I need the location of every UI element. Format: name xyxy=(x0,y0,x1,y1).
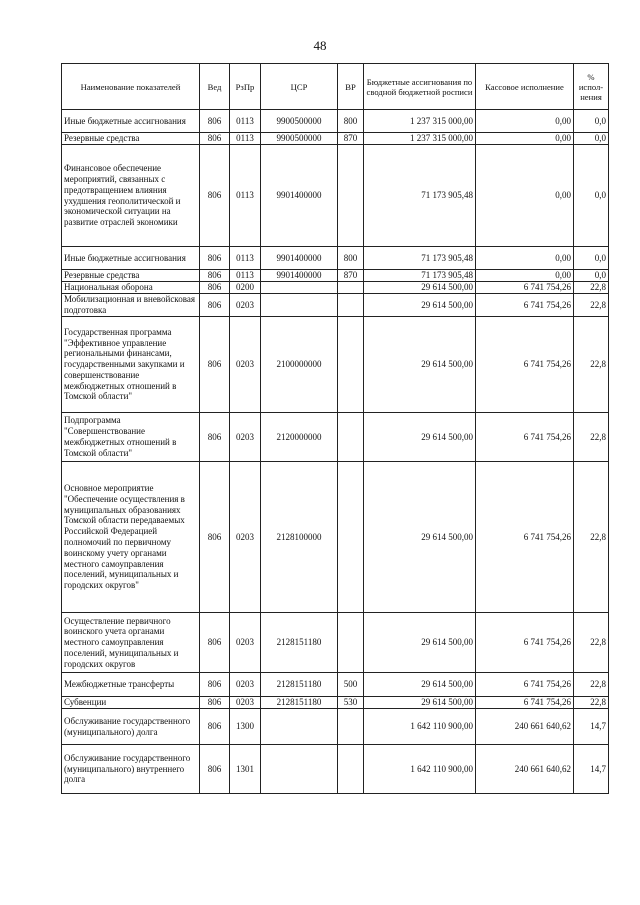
cell-cash: 240 661 640,62 xyxy=(476,745,574,794)
cell-name: Основное мероприятие "Обеспечение осуществления в муниципальных образованиях Томской области передаваемых Российской Федерацией полномочий по первичному воинскому учету органами местного самоуправления поселений, муниципальных и городских округов" xyxy=(62,462,200,613)
cell-cash: 6 741 754,26 xyxy=(476,317,574,413)
cell-vr xyxy=(338,613,364,673)
header-name: Наименование показателей xyxy=(62,64,200,110)
header-cash: Кассовое исполнение xyxy=(476,64,574,110)
cell-rzpr: 0203 xyxy=(230,613,261,673)
cell-csr: 9901400000 xyxy=(261,145,338,247)
table-row xyxy=(62,709,609,745)
cell-ved: 806 xyxy=(200,317,230,413)
cell-plan: 1 237 315 000,00 xyxy=(364,133,476,145)
cell-cash: 6 741 754,26 xyxy=(476,413,574,462)
cell-pct: 14,7 xyxy=(574,745,609,794)
header-pct: % испол-нения xyxy=(574,64,609,110)
cell-ved: 806 xyxy=(200,270,230,282)
cell-rzpr: 0200 xyxy=(230,282,261,294)
table-row xyxy=(62,745,609,794)
cell-name: Иные бюджетные ассигнования xyxy=(62,247,200,270)
cell-name: Мобилизационная и вневойсковая подготовка xyxy=(62,294,200,317)
cell-ved: 806 xyxy=(200,613,230,673)
cell-csr: 2120000000 xyxy=(261,413,338,462)
table-row xyxy=(62,462,609,613)
header-csr: ЦСР xyxy=(261,64,338,110)
cell-csr xyxy=(261,745,338,794)
cell-ved: 806 xyxy=(200,697,230,709)
cell-pct: 22,8 xyxy=(574,697,609,709)
cell-rzpr: 0203 xyxy=(230,294,261,317)
cell-vr: 870 xyxy=(338,133,364,145)
cell-plan: 1 642 110 900,00 xyxy=(364,709,476,745)
cell-pct: 0,0 xyxy=(574,247,609,270)
table-row xyxy=(62,413,609,462)
cell-plan: 71 173 905,48 xyxy=(364,145,476,247)
cell-pct: 22,8 xyxy=(574,462,609,613)
cell-vr xyxy=(338,745,364,794)
cell-name: Резервные средства xyxy=(62,133,200,145)
cell-pct: 22,8 xyxy=(574,294,609,317)
cell-ved: 806 xyxy=(200,294,230,317)
cell-pct: 0,0 xyxy=(574,145,609,247)
header-plan: Бюджетные ассигнования по сводной бюджетной росписи xyxy=(364,64,476,110)
cell-cash: 0,00 xyxy=(476,145,574,247)
table-row xyxy=(62,673,609,697)
cell-rzpr: 1300 xyxy=(230,709,261,745)
cell-pct: 0,0 xyxy=(574,110,609,133)
table-row xyxy=(62,270,609,282)
cell-vr xyxy=(338,294,364,317)
table-row xyxy=(62,697,609,709)
cell-ved: 806 xyxy=(200,413,230,462)
cell-csr: 2128100000 xyxy=(261,462,338,613)
cell-vr: 800 xyxy=(338,110,364,133)
cell-rzpr: 0203 xyxy=(230,673,261,697)
cell-plan: 1 237 315 000,00 xyxy=(364,110,476,133)
header-row xyxy=(62,64,609,110)
cell-ved: 806 xyxy=(200,745,230,794)
cell-vr: 500 xyxy=(338,673,364,697)
cell-rzpr: 0113 xyxy=(230,247,261,270)
cell-cash: 6 741 754,26 xyxy=(476,673,574,697)
cell-plan: 29 614 500,00 xyxy=(364,294,476,317)
cell-pct: 22,8 xyxy=(574,317,609,413)
cell-ved: 806 xyxy=(200,673,230,697)
cell-csr xyxy=(261,709,338,745)
cell-vr xyxy=(338,317,364,413)
cell-csr: 9900500000 xyxy=(261,133,338,145)
cell-name: Государственная программа "Эффективное управление региональными финансами, государственными закупками и совершенствование межбюджетных отношений в Томской области" xyxy=(62,317,200,413)
table-row xyxy=(62,247,609,270)
cell-vr: 530 xyxy=(338,697,364,709)
cell-plan: 29 614 500,00 xyxy=(364,282,476,294)
cell-vr: 870 xyxy=(338,270,364,282)
header-rzpr: РзПр xyxy=(230,64,261,110)
cell-ved: 806 xyxy=(200,709,230,745)
cell-plan: 29 614 500,00 xyxy=(364,673,476,697)
page-number: 48 xyxy=(313,38,327,53)
cell-csr: 2128151180 xyxy=(261,673,338,697)
cell-plan: 1 642 110 900,00 xyxy=(364,745,476,794)
cell-vr xyxy=(338,145,364,247)
cell-cash: 0,00 xyxy=(476,270,574,282)
cell-cash: 0,00 xyxy=(476,247,574,270)
cell-pct: 22,8 xyxy=(574,413,609,462)
table-row xyxy=(62,294,609,317)
cell-csr: 9901400000 xyxy=(261,247,338,270)
cell-ved: 806 xyxy=(200,133,230,145)
cell-ved: 806 xyxy=(200,462,230,613)
cell-plan: 71 173 905,48 xyxy=(364,270,476,282)
header-vr: ВР xyxy=(338,64,364,110)
cell-name: Национальная оборона xyxy=(62,282,200,294)
cell-vr xyxy=(338,462,364,613)
cell-rzpr: 1301 xyxy=(230,745,261,794)
cell-csr xyxy=(261,282,338,294)
budget-table xyxy=(61,63,609,794)
header-ved: Вед xyxy=(200,64,230,110)
cell-name: Финансовое обеспечение мероприятий, связанных с предотвращением влияния ухудшения геополитической и экономической ситуации на развитие отраслей экономики xyxy=(62,145,200,247)
cell-ved: 806 xyxy=(200,110,230,133)
cell-pct: 0,0 xyxy=(574,133,609,145)
table-row xyxy=(62,282,609,294)
table-row xyxy=(62,110,609,133)
cell-plan: 29 614 500,00 xyxy=(364,462,476,613)
cell-plan: 29 614 500,00 xyxy=(364,413,476,462)
table-row xyxy=(62,317,609,413)
cell-rzpr: 0203 xyxy=(230,462,261,613)
cell-cash: 6 741 754,26 xyxy=(476,294,574,317)
table-row xyxy=(62,133,609,145)
cell-csr: 9901400000 xyxy=(261,270,338,282)
cell-name: Межбюджетные трансферты xyxy=(62,673,200,697)
cell-cash: 6 741 754,26 xyxy=(476,697,574,709)
cell-name: Подпрограмма "Совершенствование межбюджетных отношений в Томской области" xyxy=(62,413,200,462)
cell-rzpr: 0203 xyxy=(230,317,261,413)
cell-rzpr: 0203 xyxy=(230,697,261,709)
cell-vr xyxy=(338,282,364,294)
table-row xyxy=(62,613,609,673)
cell-name: Обслуживание государственного (муниципального) внутреннего долга xyxy=(62,745,200,794)
cell-plan: 29 614 500,00 xyxy=(364,613,476,673)
cell-name: Иные бюджетные ассигнования xyxy=(62,110,200,133)
cell-plan: 71 173 905,48 xyxy=(364,247,476,270)
cell-name: Резервные средства xyxy=(62,270,200,282)
cell-cash: 0,00 xyxy=(476,133,574,145)
cell-vr xyxy=(338,709,364,745)
cell-ved: 806 xyxy=(200,282,230,294)
cell-ved: 806 xyxy=(200,247,230,270)
table-row xyxy=(62,145,609,247)
cell-name: Субвенции xyxy=(62,697,200,709)
cell-plan: 29 614 500,00 xyxy=(364,697,476,709)
cell-plan: 29 614 500,00 xyxy=(364,317,476,413)
cell-rzpr: 0113 xyxy=(230,145,261,247)
cell-cash: 240 661 640,62 xyxy=(476,709,574,745)
cell-csr: 2128151180 xyxy=(261,613,338,673)
cell-pct: 22,8 xyxy=(574,282,609,294)
cell-pct: 22,8 xyxy=(574,673,609,697)
cell-vr: 800 xyxy=(338,247,364,270)
cell-rzpr: 0113 xyxy=(230,270,261,282)
cell-cash: 6 741 754,26 xyxy=(476,282,574,294)
cell-ved: 806 xyxy=(200,145,230,247)
cell-csr xyxy=(261,294,338,317)
cell-csr: 9900500000 xyxy=(261,110,338,133)
cell-cash: 6 741 754,26 xyxy=(476,613,574,673)
cell-csr: 2128151180 xyxy=(261,697,338,709)
cell-name: Обслуживание государственного (муниципального) долга xyxy=(62,709,200,745)
cell-rzpr: 0113 xyxy=(230,110,261,133)
cell-pct: 22,8 xyxy=(574,613,609,673)
cell-pct: 14,7 xyxy=(574,709,609,745)
cell-rzpr: 0113 xyxy=(230,133,261,145)
cell-vr xyxy=(338,413,364,462)
cell-csr: 2100000000 xyxy=(261,317,338,413)
cell-pct: 0,0 xyxy=(574,270,609,282)
cell-cash: 0,00 xyxy=(476,110,574,133)
cell-rzpr: 0203 xyxy=(230,413,261,462)
cell-cash: 6 741 754,26 xyxy=(476,462,574,613)
cell-name: Осуществление первичного воинского учета органами местного самоуправления поселений, муниципальных и городских округов xyxy=(62,613,200,673)
